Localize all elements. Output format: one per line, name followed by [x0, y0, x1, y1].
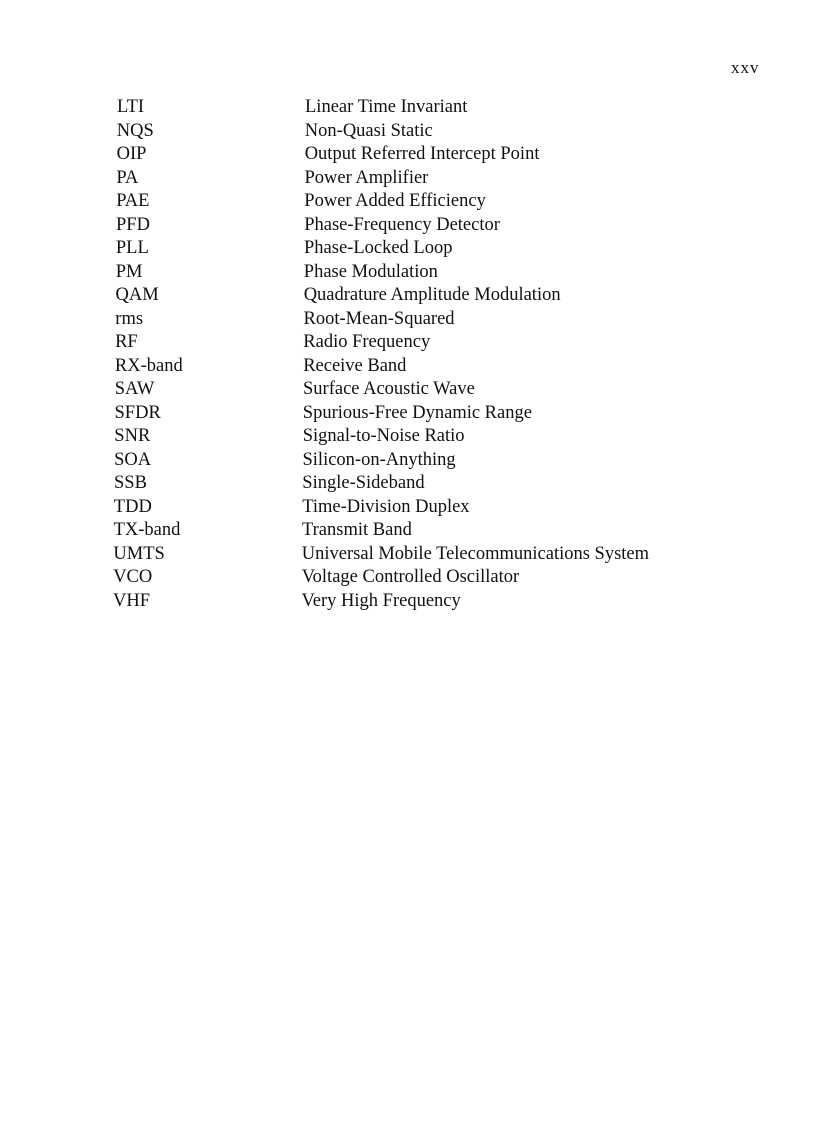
abbreviation-row [0, 449, 816, 473]
abbreviation-definition: Quadrature Amplitude Modulation [303, 285, 561, 305]
abbreviation-term: PLL [115, 238, 149, 258]
abbreviation-row [0, 214, 816, 238]
abbreviation-term: VCO [113, 567, 153, 587]
abbreviation-row [0, 355, 816, 379]
abbreviation-term: SSB [114, 473, 147, 493]
abbreviation-row [0, 190, 816, 214]
abbreviation-row [0, 284, 816, 308]
abbreviation-term: SFDR [114, 402, 161, 423]
abbreviation-definition: Surface Acoustic Wave [303, 379, 475, 399]
page-number: xxv [731, 58, 760, 77]
abbreviation-definition: Voltage Controlled Oscillator [301, 567, 520, 587]
abbreviation-term: UMTS [113, 543, 165, 564]
abbreviation-term: SAW [114, 379, 155, 399]
abbreviation-row [0, 143, 816, 167]
abbreviation-term: QAM [115, 285, 159, 305]
abbreviation-row [0, 402, 816, 426]
abbreviation-definition: Power Amplifier [304, 167, 429, 188]
abbreviation-term: PAE [116, 191, 150, 211]
abbreviation-definition: Non-Quasi Static [304, 120, 433, 141]
abbreviation-row [0, 378, 816, 402]
abbreviation-row [0, 543, 816, 567]
abbreviation-term: PM [115, 261, 143, 282]
abbreviation-definition: Radio Frequency [303, 332, 431, 352]
abbreviation-row [0, 519, 816, 543]
abbreviation-row [0, 472, 816, 496]
abbreviation-definition: Time-Division Duplex [302, 496, 470, 517]
abbreviation-definition: Signal-to-Noise Ratio [302, 426, 465, 446]
abbreviation-definition: Linear Time Invariant [305, 97, 468, 117]
abbreviation-row [0, 496, 816, 520]
abbreviation-definition: Power Added Efficiency [304, 191, 486, 211]
abbreviation-definition: Phase Modulation [303, 261, 438, 282]
abbreviation-term: SNR [114, 426, 151, 446]
abbreviation-term: TX-band [113, 520, 181, 540]
abbreviation-term: PFD [116, 214, 150, 235]
abbreviation-term: NQS [116, 120, 154, 141]
abbreviation-term: OIP [116, 144, 147, 164]
abbreviation-row [0, 308, 816, 332]
abbreviation-row [0, 566, 816, 590]
abbreviation-definition: Output Referred Intercept Point [304, 144, 540, 164]
abbreviation-row [0, 590, 816, 614]
abbreviation-definition: Universal Mobile Telecommunications System [301, 543, 650, 564]
abbreviation-definition: Single-Sideband [302, 473, 425, 493]
abbreviation-term: SOA [114, 449, 152, 470]
abbreviation-term: LTI [117, 97, 145, 117]
abbreviation-term: rms [115, 308, 144, 329]
abbreviation-row [0, 237, 816, 261]
abbreviation-row [0, 425, 816, 449]
abbreviation-definition: Silicon-on-Anything [302, 449, 456, 470]
abbreviation-term: PA [116, 167, 139, 188]
abbreviation-term: TDD [113, 496, 152, 517]
abbreviation-row [0, 331, 816, 355]
abbreviation-row [0, 96, 816, 120]
abbreviation-definition: Spurious-Free Dynamic Range [302, 402, 532, 423]
abbreviation-row [0, 167, 816, 191]
abbreviation-definition: Phase-Locked Loop [304, 238, 453, 258]
abbreviation-row [0, 120, 816, 144]
abbreviation-row [0, 261, 816, 285]
abbreviation-term: RF [115, 332, 138, 352]
abbreviation-definition: Transmit Band [302, 520, 412, 540]
abbreviation-definition: Very High Frequency [301, 590, 461, 611]
abbreviation-term: RX-band [114, 355, 183, 376]
abbreviation-definition: Receive Band [303, 355, 407, 376]
abbreviation-term: VHF [113, 590, 151, 611]
abbreviation-list [0, 96, 816, 613]
abbreviation-definition: Root-Mean-Squared [303, 308, 455, 329]
abbreviation-definition: Phase-Frequency Detector [304, 214, 500, 235]
